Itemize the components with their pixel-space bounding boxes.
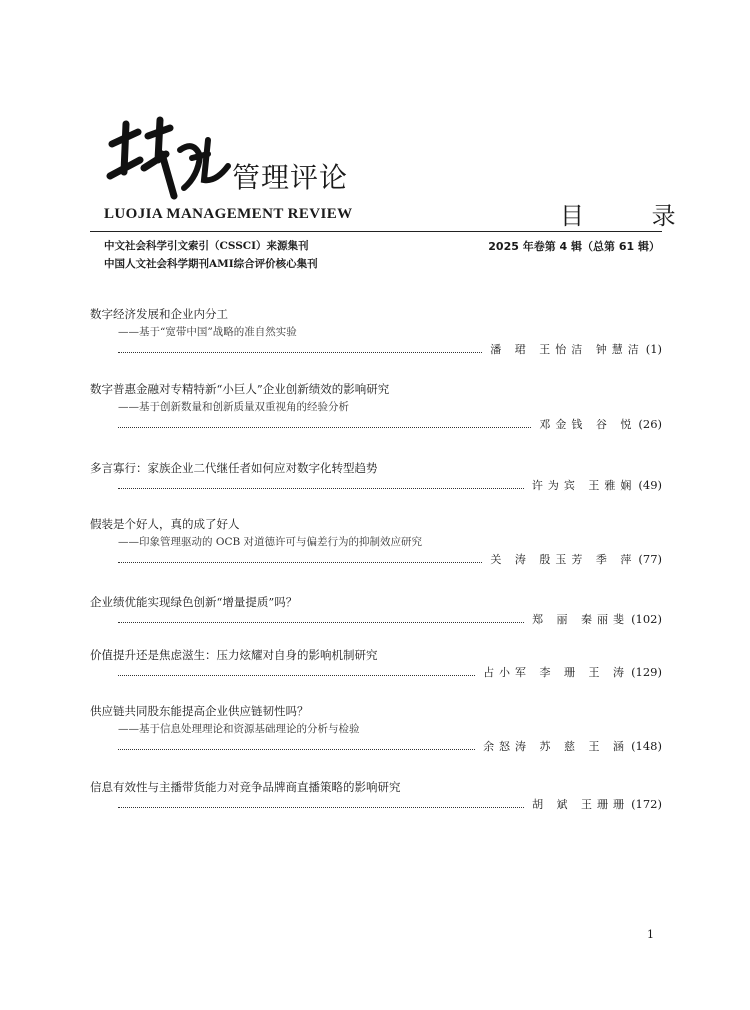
article-authors: 邓金钱 谷 悦: [539, 418, 637, 431]
article-title[interactable]: 数字普惠金融对专精特新“小巨人”企业创新绩效的影响研究: [90, 382, 390, 396]
index-line-1: 中文社会科学引文索引（CSSCI）来源集刊: [104, 240, 309, 252]
toc-entry[interactable]: [90, 778, 662, 816]
article-page: (1): [645, 342, 662, 356]
header-rule: [90, 231, 662, 232]
leader-dots: [118, 561, 482, 563]
article-subtitle: ——基于创新数量和创新质量双重视角的经验分析: [118, 401, 349, 413]
article-title[interactable]: 数字经济发展和企业内分工: [90, 307, 228, 321]
journal-logo: [104, 110, 234, 206]
page-number: 1: [647, 928, 654, 941]
leader-dots: [118, 426, 531, 428]
leader-dots: [118, 487, 524, 489]
toc-entry[interactable]: [90, 380, 662, 436]
article-page: (26): [638, 417, 662, 431]
article-title[interactable]: 信息有效性与主播带货能力对竞争品牌商直播策略的影响研究: [90, 780, 401, 794]
article-authors: 潘 珺 王怡洁 钟慧洁: [490, 343, 644, 356]
article-subtitle: ——基于“宽带中国”战略的准自然实验: [118, 326, 297, 338]
article-page: (148): [631, 739, 662, 753]
toc-entry[interactable]: [90, 459, 662, 497]
article-title[interactable]: 价值提升还是焦虑滋生：压力炫耀对自身的影响机制研究: [90, 648, 378, 662]
index-line-2: 中国人文社会科学期刊AMI综合评价核心集刊: [104, 258, 318, 270]
article-page: (102): [631, 612, 662, 626]
issue-info: 2025 年卷第 4 辑（总第 61 辑）: [488, 240, 660, 253]
article-authors: 郑 丽 秦丽斐: [532, 613, 630, 626]
article-title[interactable]: 假装是个好人，真的成了好人: [90, 517, 240, 531]
article-authors: 占小军 李 珊 王 涛: [483, 666, 630, 679]
article-page: (77): [638, 552, 662, 566]
article-authors: 胡 斌 王珊珊: [532, 798, 630, 811]
leader-dots: [118, 351, 482, 353]
leader-dots: [118, 806, 524, 808]
article-title[interactable]: 多言寡行：家族企业二代继任者如何应对数字化转型趋势: [90, 461, 378, 475]
journal-english-title: LUOJIA MANAGEMENT REVIEW: [104, 206, 353, 222]
toc-entry[interactable]: [90, 646, 662, 684]
leader-dots: [118, 674, 475, 676]
journal-name: 管理评论: [232, 161, 349, 194]
leader-dots: [118, 621, 524, 623]
toc-entry[interactable]: [90, 305, 662, 361]
article-authors: 余怒涛 苏 慈 王 涵: [483, 740, 630, 753]
toc-heading: 目 录: [560, 202, 706, 230]
leader-dots: [118, 748, 475, 750]
article-title[interactable]: 供应链共同股东能提高企业供应链韧性吗？: [90, 704, 309, 718]
toc-entry[interactable]: [90, 702, 662, 758]
article-page: (49): [638, 478, 662, 492]
article-subtitle: ——印象管理驱动的 OCB 对道德许可与偏差行为的抑制效应研究: [118, 536, 423, 548]
toc-entry[interactable]: [90, 515, 662, 571]
article-authors: 关 涛 殷玉芳 季 萍: [490, 553, 637, 566]
toc-entry[interactable]: [90, 593, 662, 631]
article-subtitle: ——基于信息处理理论和资源基础理论的分析与检验: [118, 723, 360, 735]
article-page: (172): [631, 797, 662, 811]
article-page: (129): [631, 665, 662, 679]
article-authors: 许为宾 王雅娴: [531, 479, 637, 492]
article-title[interactable]: 企业绩优能实现绿色创新“增量提质”吗？: [90, 595, 298, 609]
